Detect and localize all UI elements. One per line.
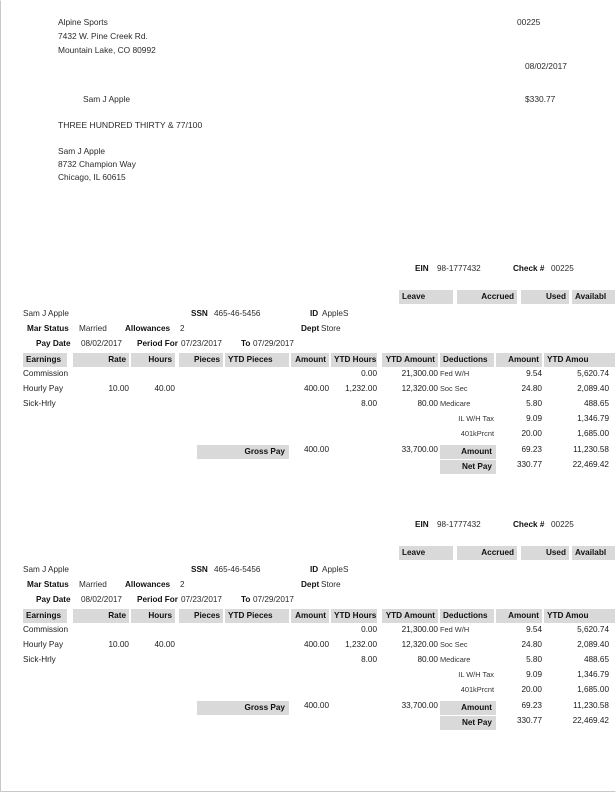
ded-total-ytd: 11,230.58	[573, 445, 609, 454]
col-header-earnings: Earnings	[23, 353, 67, 367]
cell-ytd-amount: 21,300.00	[401, 625, 438, 634]
net-pay-label: Net Pay	[440, 716, 496, 730]
earnings-table-header	[1, 609, 616, 623]
leave-header-leave: Leave	[399, 290, 453, 304]
col-header-hours: Hours	[131, 353, 175, 367]
gross-pay-amount: 400.00	[303, 701, 329, 710]
ssn-label: SSN	[191, 565, 208, 574]
table-row	[1, 655, 616, 669]
col-header-earnings: Earnings	[23, 609, 67, 623]
cell-rate: 10.00	[108, 640, 129, 649]
dept-value: Store	[321, 580, 341, 589]
leave-header-available: Availabl	[572, 290, 616, 304]
net-pay-row	[1, 460, 616, 474]
table-row	[1, 414, 616, 428]
check-num-label: Check #	[513, 520, 545, 529]
col-header-deductions: Deductions	[440, 609, 494, 623]
ein-label: EIN	[415, 520, 429, 529]
mail-to-city: Chicago, IL 60615	[58, 172, 126, 182]
col-header-ytd-pieces: YTD Pieces	[225, 609, 289, 623]
ded-total-amount: 69.23	[521, 445, 542, 454]
cell-earning: Hourly Pay	[23, 384, 64, 393]
ded-total-label: Amount	[440, 701, 496, 715]
check-section	[1, 1, 616, 256]
cell-ytd-hours: 8.00	[361, 399, 377, 408]
leave-header-accrued: Accrued	[457, 546, 517, 560]
cell-deduction: Soc Sec	[440, 640, 468, 649]
table-row	[1, 369, 616, 383]
cell-ded-amount: 5.80	[526, 655, 542, 664]
mar-status-label: Mar Status	[27, 324, 69, 333]
employee-id-label: ID	[310, 309, 319, 318]
cell-ded-amount: 24.80	[521, 640, 542, 649]
cell-ded-amount: 20.00	[521, 429, 542, 438]
cell-deduction: Medicare	[440, 399, 471, 408]
cell-earning: Sick-Hrly	[23, 655, 56, 664]
cell-ytd-amount: 21,300.00	[401, 369, 438, 378]
cell-ded-ytd: 1,685.00	[577, 685, 609, 694]
cell-ded-ytd: 488.65	[583, 399, 609, 408]
col-header-pieces: Pieces	[179, 353, 223, 367]
dept-label: Dept	[301, 580, 320, 589]
col-header-ytd-pieces: YTD Pieces	[225, 353, 289, 367]
ein-label: EIN	[415, 264, 429, 273]
net-pay-value: 330.77	[516, 460, 542, 469]
cell-hours: 40.00	[154, 384, 175, 393]
leave-header-row	[1, 290, 616, 304]
cell-deduction: 401kPrcnt	[460, 685, 494, 694]
gross-pay-row	[1, 701, 616, 715]
col-header-ded-ytd-amount: YTD Amou	[544, 609, 616, 623]
gross-pay-label: Gross Pay	[197, 701, 289, 715]
col-header-ded-amount: Amount	[496, 353, 542, 367]
check-payee: Sam J Apple	[83, 94, 131, 104]
table-row	[1, 429, 616, 443]
employee-name: Sam J Apple	[23, 309, 69, 318]
cell-ded-ytd: 1,346.79	[577, 414, 609, 423]
cell-ytd-amount: 12,320.00	[401, 384, 438, 393]
cell-ytd-hours: 1,232.00	[345, 640, 377, 649]
table-row	[1, 685, 616, 699]
dept-label: Dept	[301, 324, 320, 333]
gross-pay-amount: 400.00	[303, 445, 329, 454]
cell-ded-amount: 9.09	[526, 670, 542, 679]
ein-value: 98-1777432	[437, 520, 481, 529]
employee-id-label: ID	[310, 565, 319, 574]
cell-ytd-amount: 12,320.00	[401, 640, 438, 649]
pay-stub-2	[1, 515, 616, 745]
allowances-label: Allowances	[125, 580, 171, 589]
period-for-label: Period For	[137, 339, 178, 348]
cell-deduction: Fed W/H	[440, 625, 470, 634]
gross-pay-label: Gross Pay	[197, 445, 289, 459]
ssn-value: 465-46-5456	[214, 565, 261, 574]
net-pay-row	[1, 716, 616, 730]
cell-ded-amount: 9.09	[526, 414, 542, 423]
col-header-ded-ytd-amount: YTD Amou	[544, 353, 616, 367]
check-num-value: 00225	[551, 520, 574, 529]
cell-ytd-hours: 8.00	[361, 655, 377, 664]
employee-id-value: AppleS	[322, 309, 349, 318]
leave-header-accrued: Accrued	[457, 290, 517, 304]
period-for-value: 07/23/2017	[181, 595, 222, 604]
col-header-amount: Amount	[291, 609, 329, 623]
gross-pay-row	[1, 445, 616, 459]
cell-ded-ytd: 1,346.79	[577, 670, 609, 679]
dept-value: Store	[321, 324, 341, 333]
cell-ded-amount: 24.80	[521, 384, 542, 393]
table-row	[1, 670, 616, 684]
mail-to-street: 8732 Champion Way	[58, 159, 136, 169]
col-header-deductions: Deductions	[440, 353, 494, 367]
cell-earning: Sick-Hrly	[23, 399, 56, 408]
earnings-table-header	[1, 353, 616, 367]
cell-ded-ytd: 2,089.40	[577, 384, 609, 393]
col-header-ded-amount: Amount	[496, 609, 542, 623]
company-name: Alpine Sports	[58, 17, 108, 27]
check-amount-words: THREE HUNDRED THIRTY & 77/100	[58, 120, 203, 130]
check-num-label: Check #	[513, 264, 545, 273]
cell-ytd-amount: 80.00	[417, 399, 438, 408]
cell-ded-amount: 9.54	[526, 625, 542, 634]
pay-date-value: 08/02/2017	[81, 595, 122, 604]
col-header-amount: Amount	[291, 353, 329, 367]
net-pay-value: 330.77	[516, 716, 542, 725]
employee-name: Sam J Apple	[23, 565, 69, 574]
leave-header-used: Used	[521, 290, 569, 304]
cell-ded-ytd: 5,620.74	[577, 369, 609, 378]
cell-amount: 400.00	[303, 640, 329, 649]
check-amount: $330.77	[525, 94, 556, 104]
cell-ytd-hours: 1,232.00	[345, 384, 377, 393]
col-header-ytd-hours: YTD Hours	[331, 353, 377, 367]
pay-date-value: 08/02/2017	[81, 339, 122, 348]
cell-ytd-amount: 80.00	[417, 655, 438, 664]
cell-ded-amount: 5.80	[526, 399, 542, 408]
cell-amount: 400.00	[303, 384, 329, 393]
cell-ded-amount: 20.00	[521, 685, 542, 694]
allowances-label: Allowances	[125, 324, 171, 333]
cell-earning: Commission	[23, 625, 69, 634]
cell-ded-ytd: 1,685.00	[577, 429, 609, 438]
gross-pay-ytd: 33,700.00	[401, 445, 438, 454]
col-header-hours: Hours	[131, 609, 175, 623]
cell-deduction: IL W/H Tax	[458, 670, 494, 679]
allowances-value: 2	[180, 580, 185, 589]
cell-rate: 10.00	[108, 384, 129, 393]
pay-stub-1	[1, 259, 616, 489]
period-for-value: 07/23/2017	[181, 339, 222, 348]
col-header-ytd-amount: YTD Amount	[382, 609, 438, 623]
table-row	[1, 640, 616, 654]
ssn-label: SSN	[191, 309, 208, 318]
cell-ded-ytd: 2,089.40	[577, 640, 609, 649]
company-address-line1: 7432 W. Pine Creek Rd.	[58, 31, 148, 41]
pay-date-label: Pay Date	[36, 595, 71, 604]
ded-total-label: Amount	[440, 445, 496, 459]
net-pay-ytd: 22,469.42	[572, 716, 609, 725]
table-row	[1, 625, 616, 639]
net-pay-label: Net Pay	[440, 460, 496, 474]
cell-ded-ytd: 5,620.74	[577, 625, 609, 634]
company-address-line2: Mountain Lake, CO 80992	[58, 45, 156, 55]
check-date: 08/02/2017	[525, 61, 567, 71]
ein-value: 98-1777432	[437, 264, 481, 273]
employee-id-value: AppleS	[322, 565, 349, 574]
col-header-pieces: Pieces	[179, 609, 223, 623]
cell-deduction: IL W/H Tax	[458, 414, 494, 423]
cell-earning: Hourly Pay	[23, 640, 64, 649]
cell-deduction: Soc Sec	[440, 384, 468, 393]
cell-ytd-hours: 0.00	[361, 369, 377, 378]
check-num-value: 00225	[551, 264, 574, 273]
ded-total-ytd: 11,230.58	[573, 701, 609, 710]
check-number: 00225	[517, 17, 541, 27]
cell-deduction: Medicare	[440, 655, 471, 664]
leave-header-available: Availabl	[572, 546, 616, 560]
mar-status-value: Married	[79, 580, 107, 589]
gross-pay-ytd: 33,700.00	[401, 701, 438, 710]
period-to-label: To	[241, 339, 251, 348]
leave-header-row	[1, 546, 616, 560]
cell-hours: 40.00	[154, 640, 175, 649]
ssn-value: 465-46-5456	[214, 309, 261, 318]
period-to-value: 07/29/2017	[253, 339, 294, 348]
cell-earning: Commission	[23, 369, 69, 378]
period-to-value: 07/29/2017	[253, 595, 294, 604]
mar-status-value: Married	[79, 324, 107, 333]
mar-status-label: Mar Status	[27, 580, 69, 589]
leave-header-used: Used	[521, 546, 569, 560]
pay-date-label: Pay Date	[36, 339, 71, 348]
cell-deduction: 401kPrcnt	[460, 429, 494, 438]
cell-ded-ytd: 488.65	[583, 655, 609, 664]
table-row	[1, 384, 616, 398]
cell-ded-amount: 9.54	[526, 369, 542, 378]
col-header-rate: Rate	[73, 353, 129, 367]
cell-ytd-hours: 0.00	[361, 625, 377, 634]
col-header-rate: Rate	[73, 609, 129, 623]
allowances-value: 2	[180, 324, 185, 333]
mail-to-name: Sam J Apple	[58, 146, 106, 156]
net-pay-ytd: 22,469.42	[572, 460, 609, 469]
leave-header-leave: Leave	[399, 546, 453, 560]
table-row	[1, 399, 616, 413]
col-header-ytd-amount: YTD Amount	[382, 353, 438, 367]
ded-total-amount: 69.23	[521, 701, 542, 710]
period-for-label: Period For	[137, 595, 178, 604]
col-header-ytd-hours: YTD Hours	[331, 609, 377, 623]
cell-deduction: Fed W/H	[440, 369, 470, 378]
period-to-label: To	[241, 595, 251, 604]
